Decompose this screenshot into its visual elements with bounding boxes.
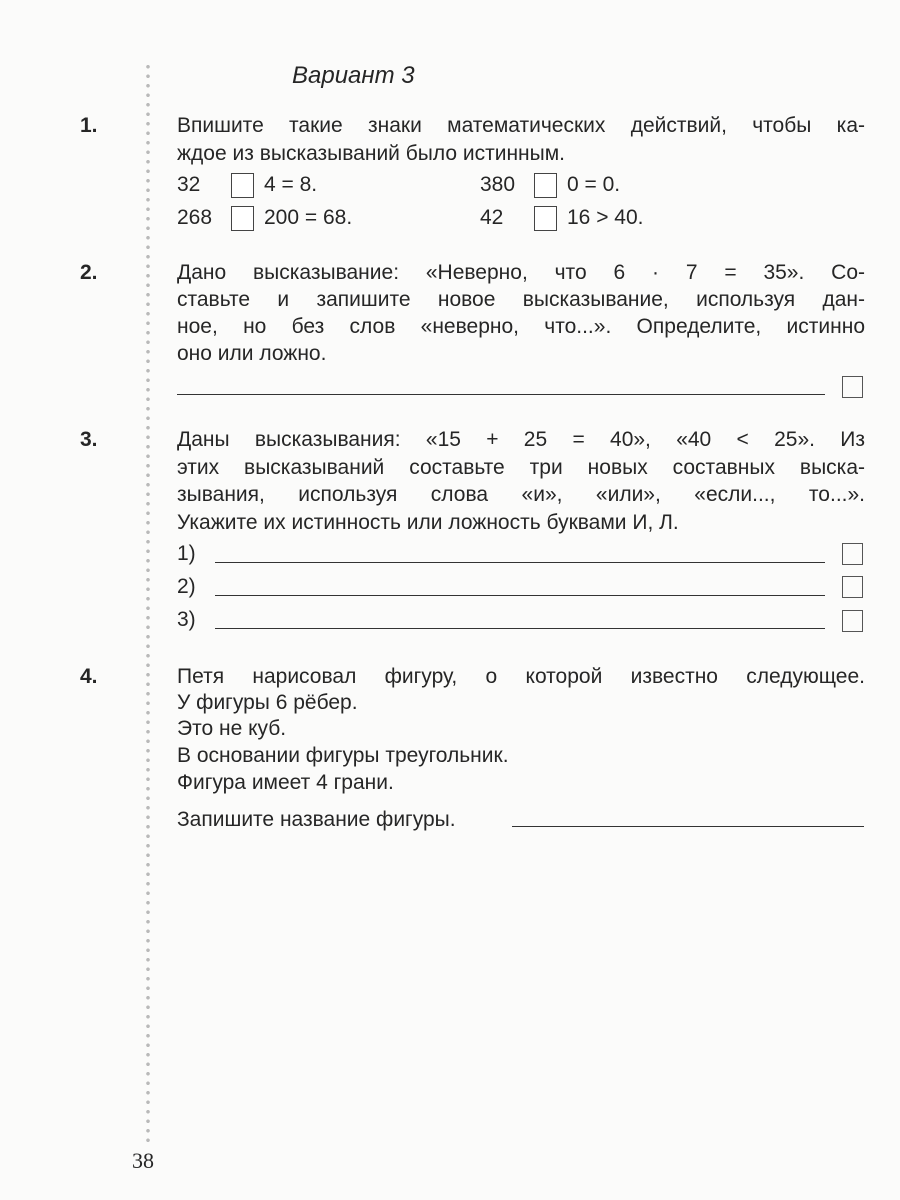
answer-checkbox[interactable] <box>842 610 863 632</box>
answer-line[interactable] <box>215 628 825 629</box>
task-1-text: Впишите такие знаки математических действий, чтобы ка- <box>177 114 865 137</box>
equation-left: 268 <box>177 206 213 229</box>
equation <box>480 172 620 198</box>
answer-checkbox[interactable] <box>842 576 863 598</box>
task-2-number: 2. <box>80 261 98 284</box>
equation-left: 42 <box>480 206 504 229</box>
task-4-text: Это не куб. <box>177 717 287 740</box>
task-1-number: 1. <box>80 114 98 137</box>
equation <box>177 205 352 231</box>
task-3-number: 3. <box>80 428 98 451</box>
task-1-text: ждое из высказываний было истинным. <box>177 142 566 165</box>
task-4-text: Петя нарисовал фигуру, о которой известно следующее. <box>177 665 865 688</box>
sign-box[interactable] <box>534 206 557 231</box>
answer-line[interactable] <box>177 394 825 395</box>
variant-title: Вариант 3 <box>292 62 415 89</box>
figure-name-line[interactable] <box>512 826 864 827</box>
page-number: 38 <box>132 1148 154 1173</box>
task-4-text: У фигуры 6 рёбер. <box>177 691 358 714</box>
task-4-number: 4. <box>80 665 98 688</box>
equation-right: 16 > 40. <box>567 206 644 229</box>
task-3-text: Укажите их истинность или ложность буквами И, Л. <box>177 511 679 534</box>
task-4-text: В основании фигуры треугольник. <box>177 744 509 767</box>
sign-box[interactable] <box>231 173 254 198</box>
equation-right: 0 = 0. <box>567 173 621 196</box>
answer-label: 2) <box>177 575 196 598</box>
task-2-text: Дано высказывание: «Неверно, что 6 · 7 = 35». Со- <box>177 261 865 284</box>
task-3-text: этих высказываний составьте три новых составных выска- <box>177 456 865 479</box>
answer-line[interactable] <box>215 562 825 563</box>
answer-label: 3) <box>177 608 196 631</box>
task-3-text: зывания, используя слова «и», «или», «если..., то...». <box>177 483 865 506</box>
sign-box[interactable] <box>231 206 254 231</box>
equation-left: 32 <box>177 173 201 196</box>
task-2-text: оно или ложно. <box>177 342 327 365</box>
binding-dots <box>145 62 151 1142</box>
equation <box>480 205 643 231</box>
equation-left: 380 <box>480 173 516 196</box>
answer-checkbox[interactable] <box>842 543 863 565</box>
task-2-text: ное, но без слов «неверно, что...». Определите, истинно <box>177 315 865 338</box>
sign-box[interactable] <box>534 173 557 198</box>
equation-right: 200 = 68. <box>264 206 353 229</box>
answer-checkbox[interactable] <box>842 376 863 398</box>
task-2-text: ставьте и запишите новое высказывание, используя дан- <box>177 288 865 311</box>
task-4-text: Фигура имеет 4 грани. <box>177 771 394 794</box>
equation <box>177 172 317 198</box>
answer-label: 1) <box>177 542 196 565</box>
task-3-text: Даны высказывания: «15 + 25 = 40», «40 < 25». Из <box>177 428 865 451</box>
answer-line[interactable] <box>215 595 825 596</box>
equation-right: 4 = 8. <box>264 173 318 196</box>
task-4-prompt: Запишите название фигуры. <box>177 808 456 831</box>
